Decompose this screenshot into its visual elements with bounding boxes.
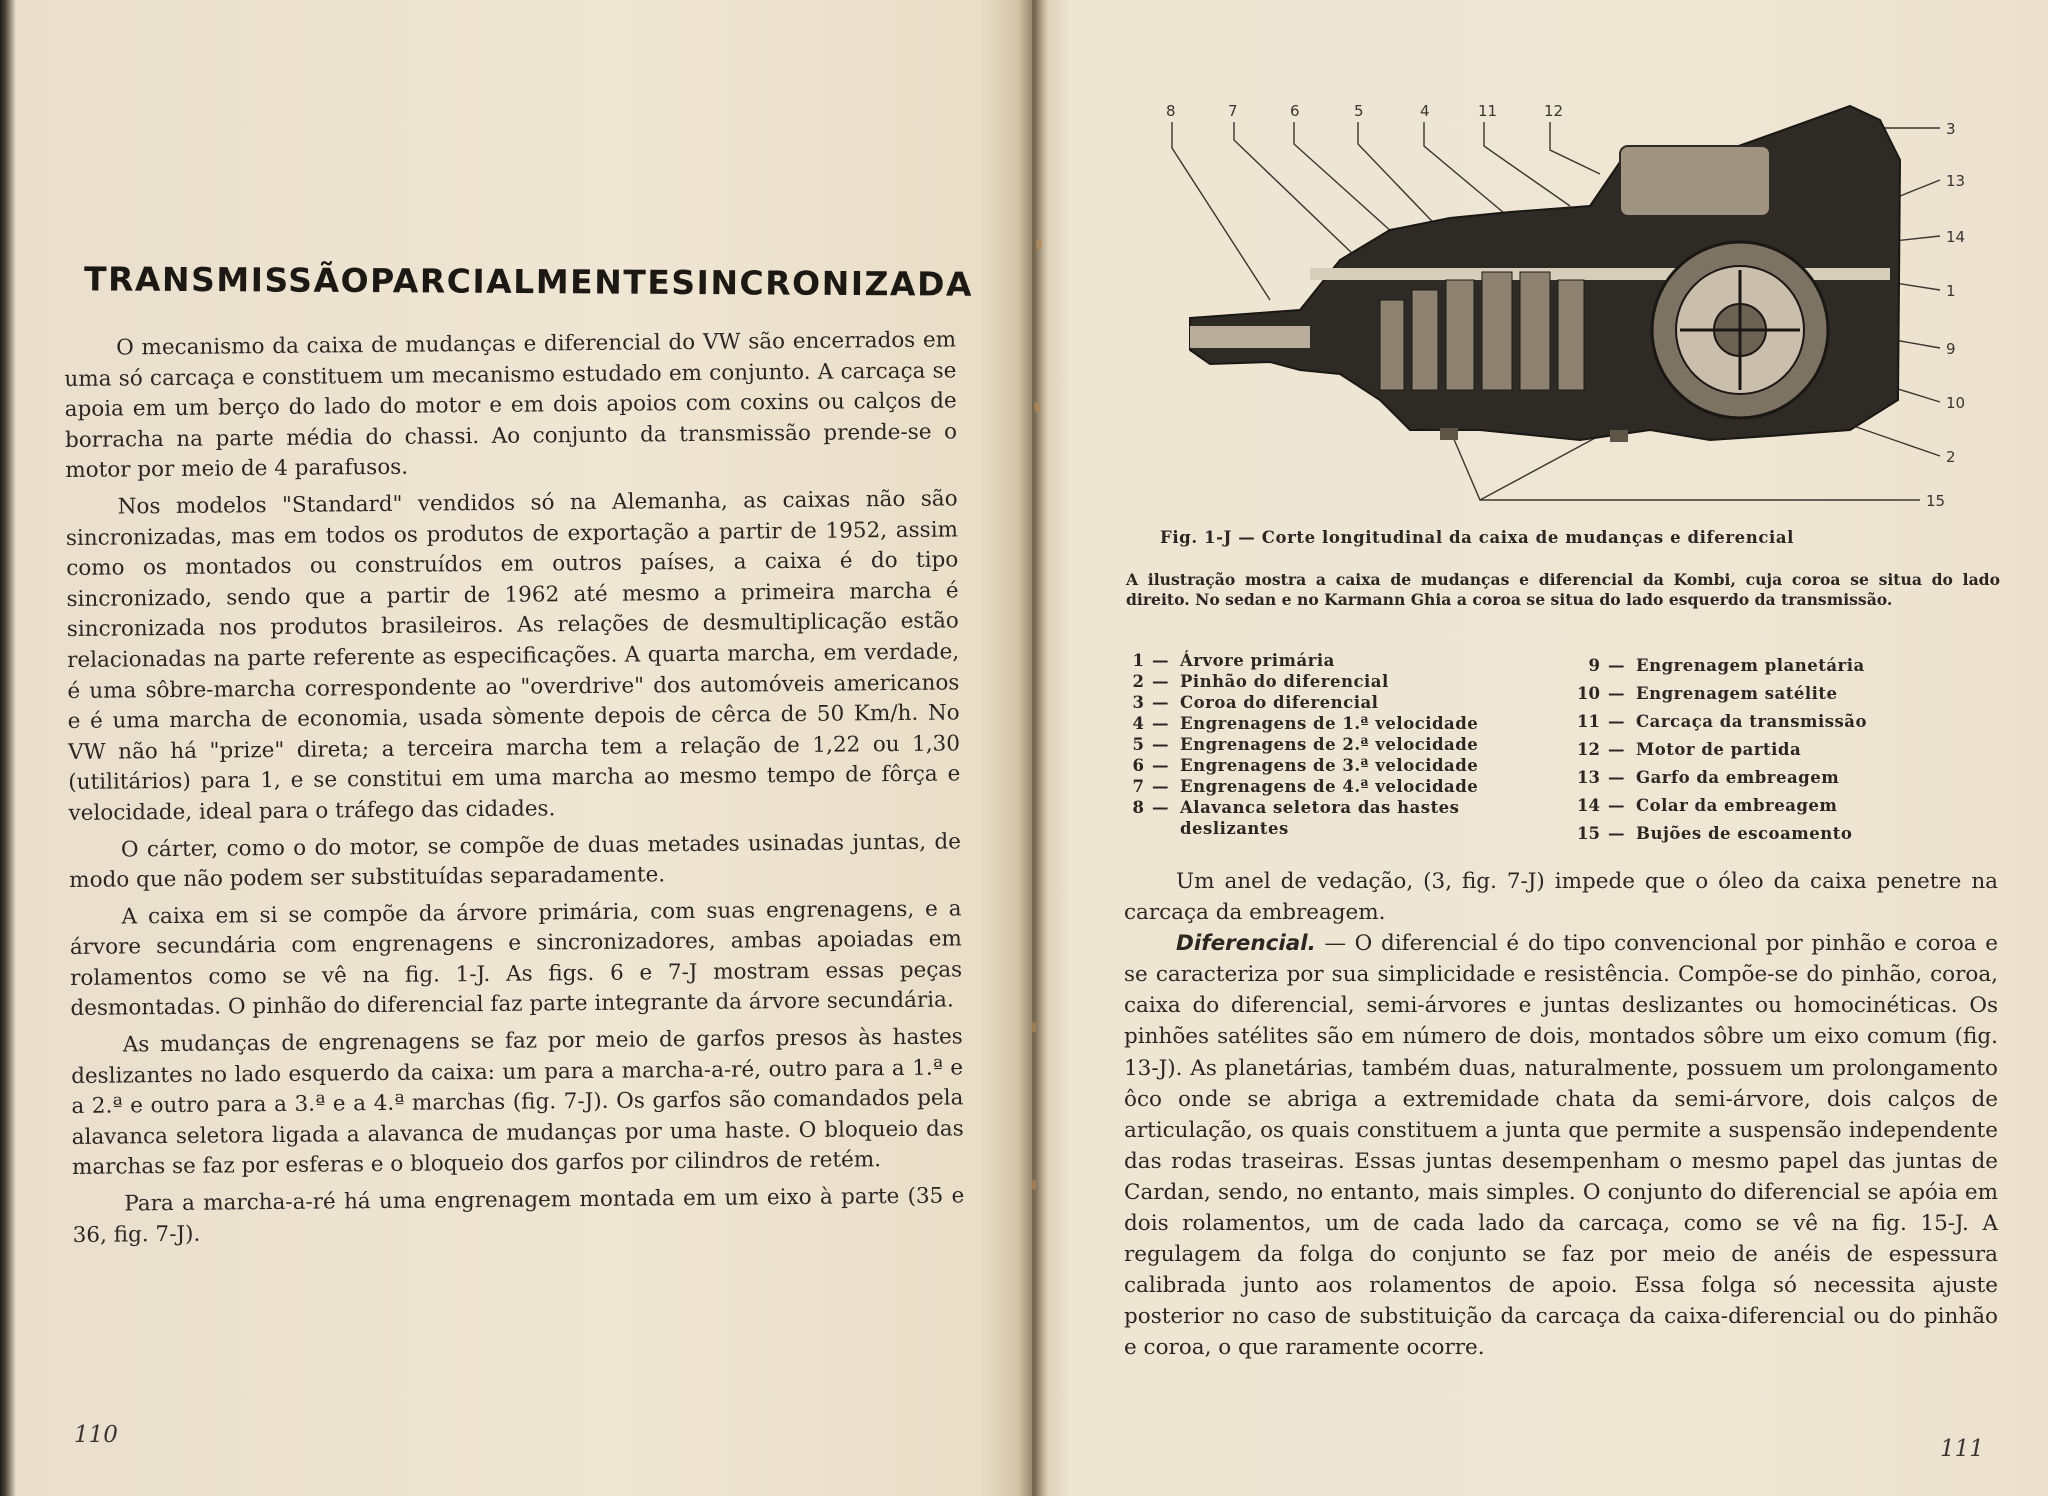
legend-item: 3 — Coroa do diferencial [1132, 693, 1379, 712]
fig-label: 3 [1946, 120, 1956, 138]
fig-label: 14 [1946, 228, 1966, 246]
fig-label: 15 [1926, 492, 1946, 510]
figure-caption-detail: A ilustração mostra a caixa de mudanças e diferencial da Kombi, cuja coroa se situa do lado direito. No sedan e no Karmann Ghia a coroa se situa do lado esquerdo da transmissão. [1126, 570, 2000, 609]
legend-item: 9 — Engrenagem planetária [1588, 656, 1865, 675]
left-body-text [64, 325, 965, 1257]
figure-legend-left [1120, 650, 1540, 839]
fig-label: 9 [1946, 340, 1956, 358]
legend-item: 10 — Engrenagem satélite [1577, 684, 1838, 703]
legend-item: 1 — Árvore primária [1132, 651, 1335, 670]
paragraph-differential [1124, 928, 1998, 1363]
figure-caption: Fig. 1-J — Corte longitudinal da caixa de mudanças e diferencial [1160, 528, 1795, 547]
book-gutter [1018, 0, 1048, 1496]
paragraph: O mecanismo da caixa de mudanças e diferencial do VW são encerrados em uma só carcaça e constituem um mecanismo estudado em conjunto. A carcaça se apoia em um berço do lado do motor e em dois apoios com coxins ou calços de borracha na parte média do chassi. Ao conjunto da transmissão prende-se o motor por meio de 4 parafusos. [64, 327, 958, 484]
fig-label: 1 [1946, 282, 1956, 300]
paragraph: O cárter, como o do motor, se compõe de duas metades usinadas juntas, de modo que não podem ser substituídas separadamente. [69, 828, 962, 894]
paragraph: Um anel de vedação, (3, fig. 7-J) impede que o óleo da caixa penetre na carcaça da embreagem. [1124, 869, 1998, 926]
fig-label: 8 [1166, 102, 1176, 120]
paragraph: As mudanças de engrenagens se faz por meio de garfos presos às hastes deslizantes no lado esquerdo da caixa: um para a marcha-a-ré, outro para a 1.ª e a 2.ª e outro para a 3.ª e a 4.ª marchas (fig. 7-J). Os garfos são comandados pela alavanca seletora ligada a alavanca de mudanças por uma haste. O bloqueio das marchas se faz por esferas e o bloqueio dos garfos por cilindros de retém. [71, 1024, 964, 1181]
figure-legend-right [1576, 652, 1986, 848]
paper-speck [1032, 1180, 1036, 1190]
paragraph: A caixa em si se compõe da árvore primária, com suas engrenagens, e a árvore secundária com engrenagens e sincronizadores, ambas apoiadas em rolamentos como se vê na fig. 1-J. As figs. 6 e 7-J mostram essas peças desmontadas. O pinhão do diferencial faz parte integrante da árvore secundária. [69, 896, 963, 1022]
page-title [83, 259, 974, 304]
section-lead: Diferencial. [1176, 931, 1316, 957]
fig-label: 12 [1544, 102, 1564, 120]
title-word: PARCIALMENTE [369, 261, 672, 302]
legend-item: 13 — Garfo da embreagem [1577, 768, 1840, 787]
fig-label: 5 [1354, 102, 1364, 120]
paper-speck [1034, 402, 1040, 412]
legend-item: 4 — Engrenagens de 1.ª velocidade [1132, 714, 1479, 733]
fig-label: 2 [1946, 448, 1956, 466]
page-number-left: 110 [74, 1422, 118, 1448]
paragraph-text: — O diferencial é do tipo convencional por pinhão e coroa e se caracteriza por sua simplicidade e resistência. Compõe-se do pinhão, coroa, caixa do diferencial, semi-árvores e juntas deslizantes ou homocinéticas. Os pinhões satélites são em número de dois, montados sôbre um eixo comum (fig. 13-J). As planetárias, também duas, naturalmente, possuem um prolongamento ôco onde se abriga a extremidade chata da semi-árvore, dois calços de articulação, os quais constituem a junta que permite a suspensão independente das rodas traseiras. Essas juntas desempenham o mesmo papel das juntas de Cardan, sendo, no entanto, mais simples. O conjunto do diferencial se apóia em dois rolamentos, um de cada lado da carcaça, como se vê na fig. 15-J. A regulagem da folga do conjunto se faz por meio de anéis de espessura calibrada junto aos rolamentos de apoio. Essa folga só necessita ajuste posterior no caso de substituição da carcaça da caixa-diferencial ou do pinhão e coroa, o que raramente ocorre. [1124, 931, 1998, 1361]
legend-item: 14 — Colar da embreagem [1577, 796, 1838, 815]
legend-item: 6 — Engrenagens de 3.ª velocidade [1132, 756, 1479, 775]
title-word: SINCRONIZADA [671, 262, 974, 304]
transmission-cutaway-figure [1150, 100, 1990, 530]
legend-item: 7 — Engrenagens de 4.ª velocidade [1132, 777, 1479, 796]
title-word: TRANSMISSÃO [83, 259, 371, 301]
fig-label: 7 [1228, 102, 1238, 120]
legend-item: 5 — Engrenagens de 2.ª velocidade [1132, 735, 1479, 754]
paragraph: Nos modelos "Standard" vendidos só na Alemanha, as caixas não são sincronizadas, mas em todos os produtos de exportação a partir de 1952, assim como os montados ou construídos em outros países, a caixa é do tipo sincronizado, sendo que a partir de 1962 até mesmo a primeira marcha é sincronizada nos produtos brasileiros. As relações de desmultiplicação estão relacionadas na parte referente as especificações. A quarta marcha, em verdade, é uma sôbre-marcha correspondente ao "overdrive" dos automóveis americanos e é uma marcha de economia, usada sòmente depois de cêrca de 50 Km/h. No VW não há "prize" direta; a terceira marcha tem a relação de 1,22 ou 1,30 (utilitários) para 1, e se constitui em uma marcha ao mesmo tempo de fôrça e velocidade, ideal para o tráfego das cidades. [65, 486, 961, 826]
fig-label: 6 [1290, 102, 1300, 120]
paper-speck [1032, 1022, 1036, 1032]
legend-item: 12 — Motor de partida [1577, 740, 1802, 759]
fig-label: 10 [1946, 394, 1966, 412]
paragraph: Para a marcha-a-ré há uma engrenagem montada em um eixo à parte (35 e 36, fig. 7-J). [72, 1183, 965, 1248]
legend-item: 15 — Bujões de escoamento [1577, 824, 1853, 843]
legend-item: 11 — Carcaça da transmissão [1577, 712, 1868, 731]
paper-speck [1036, 240, 1042, 250]
fig-label: 13 [1946, 172, 1966, 190]
fig-label: 11 [1478, 102, 1498, 120]
fig-label: 4 [1420, 102, 1430, 120]
legend-item: 2 — Pinhão do diferencial [1132, 672, 1389, 691]
right-body-text [1124, 866, 1998, 1364]
legend-item: 8 — Alavanca seletora das hastes deslizantes [1132, 798, 1460, 838]
page-number-right: 111 [1940, 1436, 1984, 1462]
